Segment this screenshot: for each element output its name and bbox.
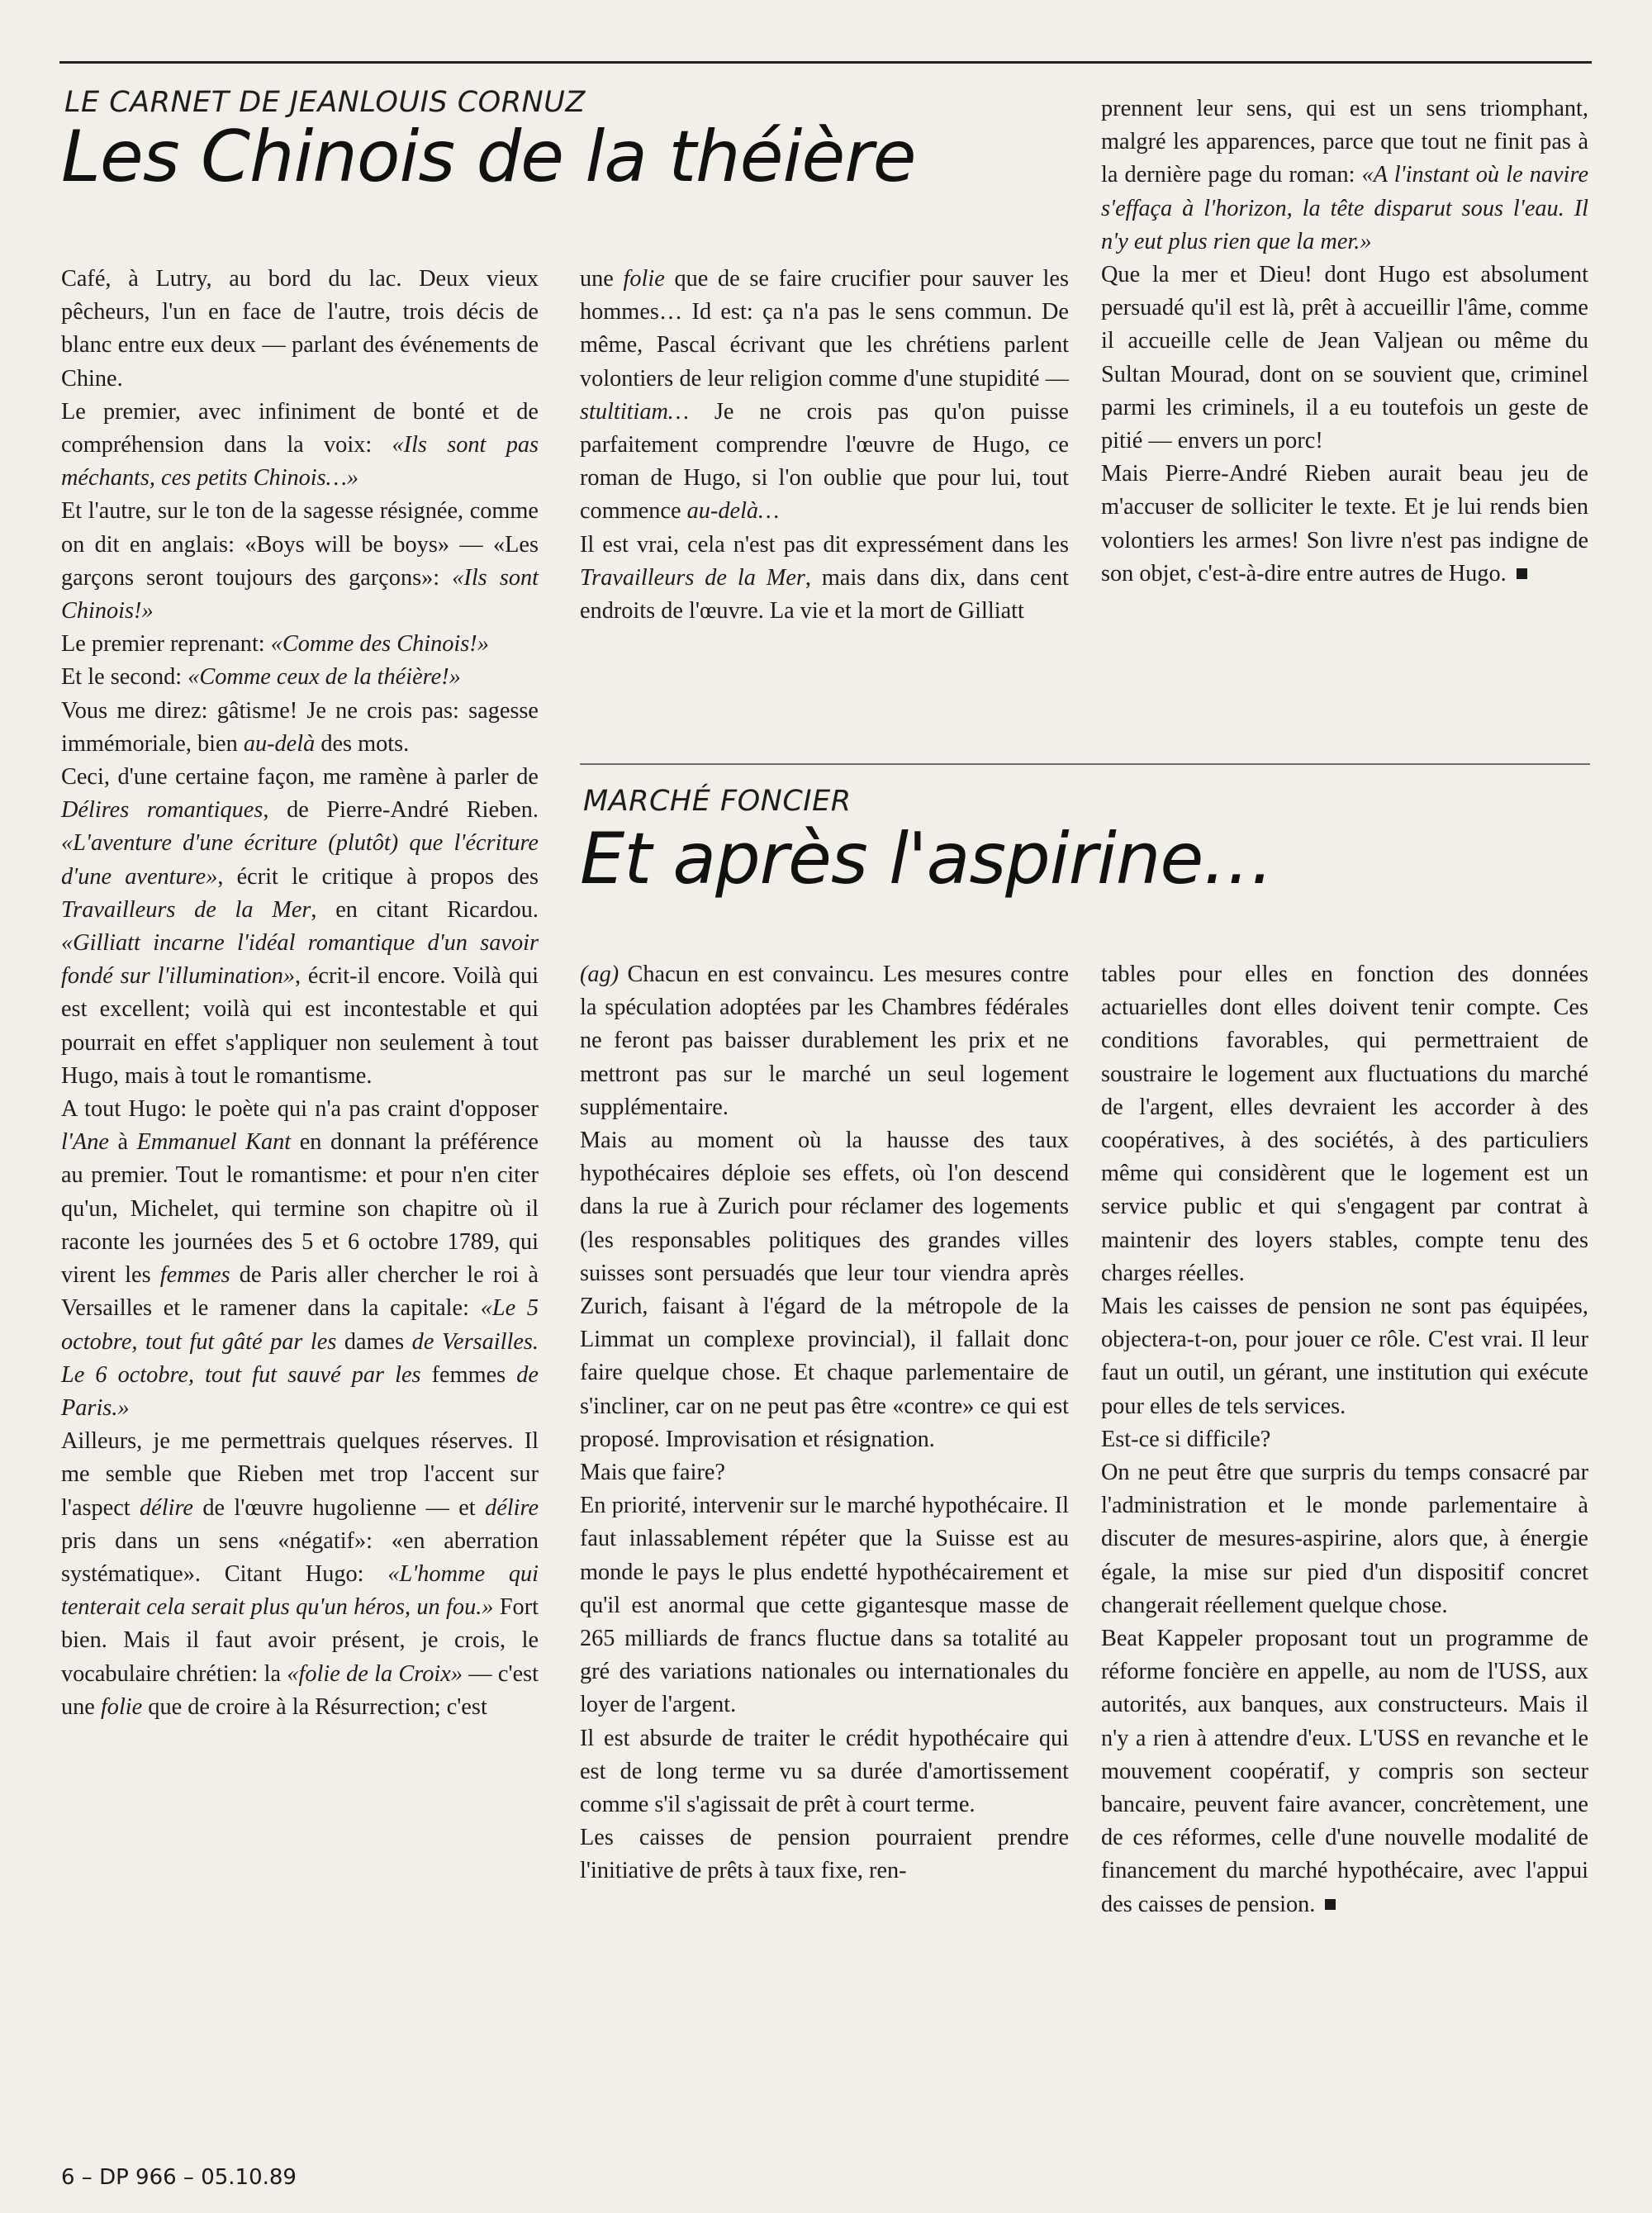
- article1-column-2: [580, 263, 1069, 628]
- paragraph: une folie que de se faire crucifier pour sauver les hommes… Id est: ça n'a pas le sens commun. De même, Pascal écrivant que les chrétiens parlent volontiers de leur religion comme d'une stupidité — stultitiam… Je ne crois pas qu'on puisse parfaitement comprendre l'œuvre de Hugo, ce roman de Hugo, si l'on oublie que pour lui, tout commence au-delà…: [580, 266, 1069, 525]
- paragraph: Vous me direz: gâtisme! Je ne crois pas: sagesse immémoriale, bien au-delà des mots.: [61, 697, 539, 757]
- paragraph: Mais au moment où la hausse des taux hypothécaires déploie ses effets, où l'on descend dans la rue à Zurich pour réclamer des logements (les responsables politiques des grandes villes suisses sont persuadés que leur tour viendra après Zurich, faisant à l'égard de la métropole de la Limmat un complexe provincial), il fallait donc faire quelque chose. Et chaque parlementaire de s'incliner, car on ne peut pas être «contre» ce qui est proposé. Improvisation et résignation.: [580, 1128, 1069, 1452]
- article1-column-3: [1101, 93, 1588, 591]
- top-rule: [59, 61, 1592, 64]
- paragraph: En priorité, intervenir sur le marché hypothécaire. Il faut inlassablement répéter que la Suisse est au monde le pays le plus endetté hypothécairement et qu'il est anormal que cette gigantesque masse de 265 milliards de francs fluctue dans sa totalité au gré des variations nationales ou internationales du loyer de l'argent.: [580, 1493, 1069, 1718]
- paragraph: A tout Hugo: le poète qui n'a pas craint d'opposer l'Ane à Emmanuel Kant en donnant la préférence au premier. Tout le romantisme: et pour n'en citer qu'un, Michelet, qui termine son chapitre où il raconte les journées des 5 et 6 octobre 1789, qui virent les femmes de Paris aller chercher le roi à Versailles et le ramener dans la capitale: «Le 5 octobre, tout fut gâté par les dames de Versailles. Le 6 octobre, tout fut sauvé par les femmes de Paris.»: [61, 1096, 539, 1421]
- article2-headline: Et après l'aspirine…: [580, 818, 1274, 900]
- paragraph: prennent leur sens, qui est un sens triomphant, malgré les apparences, parce que tout ne finit pas à la dernière page du roman: «A l'instant où le navire s'effaça à l'horizon, la tête disparut sous l'eau. Il n'y eut plus rien que la mer.»: [1101, 96, 1589, 254]
- article1-kicker: LE CARNET DE JEANLOUIS CORNUZ: [64, 86, 586, 119]
- end-of-article-mark: [1517, 568, 1527, 579]
- paragraph: Est-ce si difficile?: [1101, 1426, 1271, 1452]
- paragraph: Mais Pierre-André Rieben aurait beau jeu de m'accuser de solliciter le texte. Et je lui rends bien volontiers les armes! Son livre n'est pas indigne de son objet, c'est-à-dire entre autres de Hugo.: [1101, 461, 1588, 586]
- paragraph: Ceci, d'une certaine façon, me ramène à parler de Délires romantiques, de Pierre-André Rieben. «L'aventure d'une écriture (plutôt) que l'écriture d'une aventure», écrit le critique à propos des Travailleurs de la Mer, en citant Ricardou. «Gilliatt incarne l'idéal romantique d'un savoir fondé sur l'illumination», écrit-il encore. Voilà qui est excellent; voilà qui est incontestable et qui pourrait en effet s'appliquer non seulement à tout Hugo, mais à tout le romantisme.: [61, 764, 539, 1089]
- paragraph: Le premier reprenant: «Comme des Chinois!»: [61, 631, 489, 658]
- section-divider: [580, 763, 1590, 765]
- paragraph: Le premier, avec infiniment de bonté et de compréhension dans la voix: «Ils sont pas méchants, ces petits Chinois…»: [61, 398, 539, 492]
- paragraph: Et le second: «Comme ceux de la théière!»: [61, 664, 461, 691]
- paragraph: Il est vrai, cela n'est pas dit expressément dans les Travailleurs de la Mer, mais dans dix, dans cent endroits de l'œuvre. La vie et la mort de Gilliatt: [580, 531, 1069, 624]
- paragraph: Ailleurs, je me permettrais quelques réserves. Il me semble que Rieben met trop l'accent sur l'aspect délire de l'œuvre hugolienne — et délire pris dans un sens «négatif»: «en aberration systématique». Citant Hugo: «L'homme qui tenterait cela serait plus qu'un héros, un fou.» Fort bien. Mais il faut avoir présent, je crois, le vocabulaire chrétien: la «folie de la Croix» — c'est une folie que de croire à la Résurrection; c'est: [61, 1428, 539, 1720]
- paragraph: Mais les caisses de pension ne sont pas équipées, objectera-t-on, pour jouer ce rôle. C'est vrai. Il leur faut un outil, un gérant, une institution qui exécute pour elles de tels services.: [1101, 1294, 1588, 1419]
- article2-column-2: [1101, 958, 1588, 1921]
- page-footer: 6 – DP 966 – 05.10.89: [61, 2165, 297, 2190]
- article1-headline: Les Chinois de la théière: [61, 116, 916, 198]
- article2-column-1: [580, 958, 1069, 1888]
- paragraph: Mais que faire?: [580, 1460, 725, 1486]
- paragraph: Il est absurde de traiter le crédit hypothécaire qui est de long terme vu sa durée d'amortissement comme s'il s'agissait de prêt à court terme.: [580, 1725, 1069, 1818]
- paragraph: (ag) Chacun en est convaincu. Les mesures contre la spéculation adoptées par les Chambres fédérales ne feront pas baisser durablement les prix et ne mettront pas sur le marché un seul logement supplémentaire.: [580, 962, 1069, 1120]
- article2-kicker: MARCHÉ FONCIER: [583, 785, 852, 818]
- paragraph: Et l'autre, sur le ton de la sagesse résignée, comme on dit en anglais: «Boys will be boys» — «Les garçons seront toujours des garçons»: «Ils sont Chinois!»: [61, 498, 539, 624]
- paragraph: Beat Kappeler proposant tout un programme de réforme foncière en appelle, au nom de l'USS, aux autorités, aux banques, aux constructeurs. Mais il n'y a rien à attendre d'eux. L'USS en revanche et le mouvement coopératif, y compris son secteur bancaire, peuvent faire avancer, concrètement, une de ces réformes, celle d'une nouvelle modalité de financement du marché hypothécaire, avec l'appui des caisses de pension.: [1101, 1626, 1588, 1917]
- paragraph: Les caisses de pension pourraient prendre l'initiative de prêts à taux fixe, ren-: [580, 1825, 1069, 1884]
- article1-column-1: [61, 263, 539, 1724]
- paragraph: Café, à Lutry, au bord du lac. Deux vieux pêcheurs, l'un en face de l'autre, trois décis de blanc entre eux deux — parlant des événements de Chine.: [61, 266, 539, 392]
- end-of-article-mark: [1325, 1899, 1336, 1910]
- paragraph: Que la mer et Dieu! dont Hugo est absolument persuadé qu'il est là, prêt à accueillir l'âme, comme il accueille celle de Jean Valjean ou même du Sultan Mourad, dont on se souvient que, criminel parmi les criminels, il a eu toutefois un geste de pitié — envers un porc!: [1101, 262, 1588, 454]
- paragraph: On ne peut être que surpris du temps consacré par l'administration et le monde parlementaire à discuter de mesures-aspirine, alors que, à énergie égale, la mise sur pied d'un dispositif concret changerait réellement quelque chose.: [1101, 1460, 1588, 1618]
- paragraph: tables pour elles en fonction des données actuarielles dont elles doivent tenir compte. Ces conditions favorables, qui permettraient de soustraire le logement aux fluctuations du marché de l'argent, elles devraient les accorder à des coopératives, à des sociétés, à des particuliers même qui considèrent que le logement est un service public et qui s'engagent par contrat à maintenir des loyers stables, compte tenu des charges réelles.: [1101, 962, 1588, 1286]
